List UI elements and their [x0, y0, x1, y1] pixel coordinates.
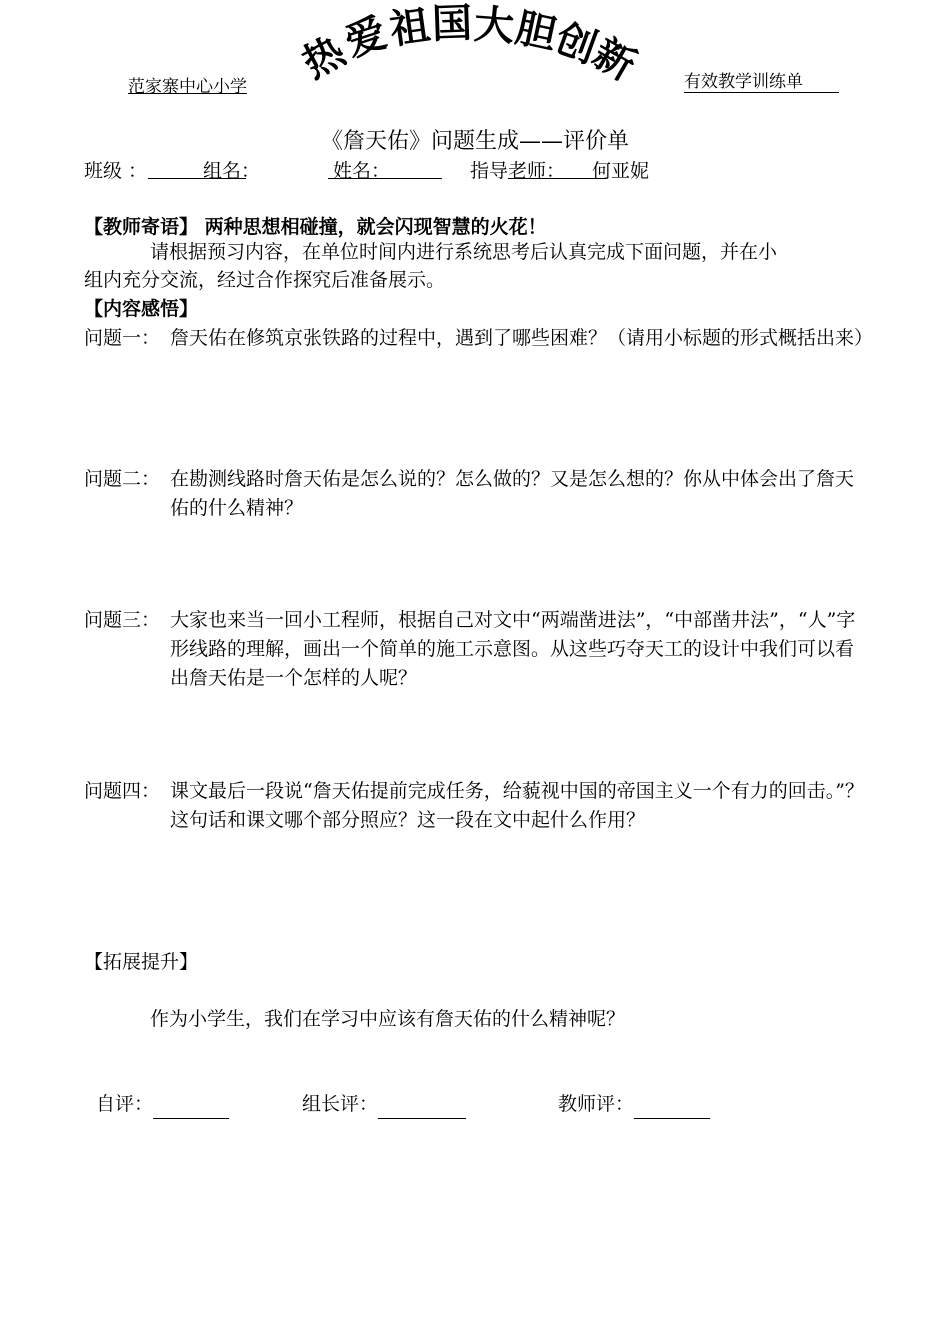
question-text: 课文最后一段说“詹天佑提前完成任务，给藐视中国的帝国主义一个有力的回击。”？这句话和课文哪个部分照应？这一段在文中起什么作用？	[170, 780, 864, 831]
extension-question: 作为小学生，我们在学习中应该有詹天佑的什么精神呢？	[150, 1008, 626, 1030]
leader-evaluation-field[interactable]	[378, 1098, 466, 1119]
question-label: 问题二：	[84, 468, 161, 490]
extension-heading: 【拓展提升】	[84, 951, 199, 973]
school-name: 范家寨中心小学	[128, 77, 247, 97]
teacher-evaluation-field[interactable]	[634, 1098, 710, 1119]
question-label: 问题一：	[84, 327, 161, 349]
content-section-heading: 【内容感悟】	[84, 298, 199, 320]
teacher-name: 何亚妮	[592, 160, 650, 182]
sheet-name: 有效教学训练单	[684, 72, 839, 93]
instruction-line-1: 请根据预习内容，在单位时间内进行系统思考后认真完成下面问题，并在小	[150, 241, 778, 263]
banner-char: 热	[295, 28, 353, 88]
self-evaluation	[96, 1090, 229, 1119]
instruction-line-2: 组内充分交流，经过合作探究后准备展示。	[84, 269, 446, 291]
banner-char: 创	[549, 15, 603, 73]
banner-char: 大	[472, 1, 516, 51]
self-evaluation-label: 自评：	[96, 1093, 154, 1115]
worksheet-title: 《詹天佑》问题生成——评价单	[320, 129, 629, 154]
teacher-evaluation	[558, 1090, 710, 1119]
question-text: 詹天佑在修筑京张铁路的过程中，遇到了哪些困难？（请用小标题的形式概括出来）	[170, 327, 874, 349]
banner-char: 爱	[339, 9, 393, 67]
banner-char: 国	[431, 0, 473, 48]
banner-char: 胆	[511, 5, 561, 59]
class-label: 班级 ：	[84, 160, 148, 182]
leader-evaluation	[302, 1090, 466, 1119]
question-1	[84, 324, 874, 353]
question-text: 大家也来当一回小工程师，根据自己对文中“两端凿进法”，“中部凿井法”，“人”字形线路的理解，画出一个简单的施工示意图。从这些巧夺天工的设计中我们可以看出詹天佑是一个怎样的人呢？	[170, 609, 856, 689]
leader-evaluation-label: 组长评：	[302, 1093, 379, 1115]
group-label: 组名：	[203, 160, 261, 182]
banner-char: 新	[585, 30, 643, 90]
question-3	[84, 606, 874, 693]
question-label: 问题四：	[84, 780, 161, 802]
question-text: 在勘测线路时詹天佑是怎么说的？怎么做的？又是怎么想的？你从中体会出了詹天佑的什么精神？	[170, 468, 855, 519]
banner-char: 祖	[386, 2, 434, 54]
teacher-message-heading: 【教师寄语】 两种思想相碰撞，就会闪现智慧的火花！	[84, 216, 547, 238]
question-label: 问题三：	[84, 609, 161, 631]
self-evaluation-field[interactable]	[153, 1098, 229, 1119]
question-4	[84, 777, 874, 835]
teacher-evaluation-label: 教师评：	[558, 1093, 635, 1115]
teacher-motto: 两种思想相碰撞，就会闪现智慧的火花！	[204, 216, 547, 238]
teacher-label: 指导老师：	[470, 160, 566, 182]
question-2	[84, 465, 874, 523]
name-label: 姓名：	[333, 160, 391, 182]
